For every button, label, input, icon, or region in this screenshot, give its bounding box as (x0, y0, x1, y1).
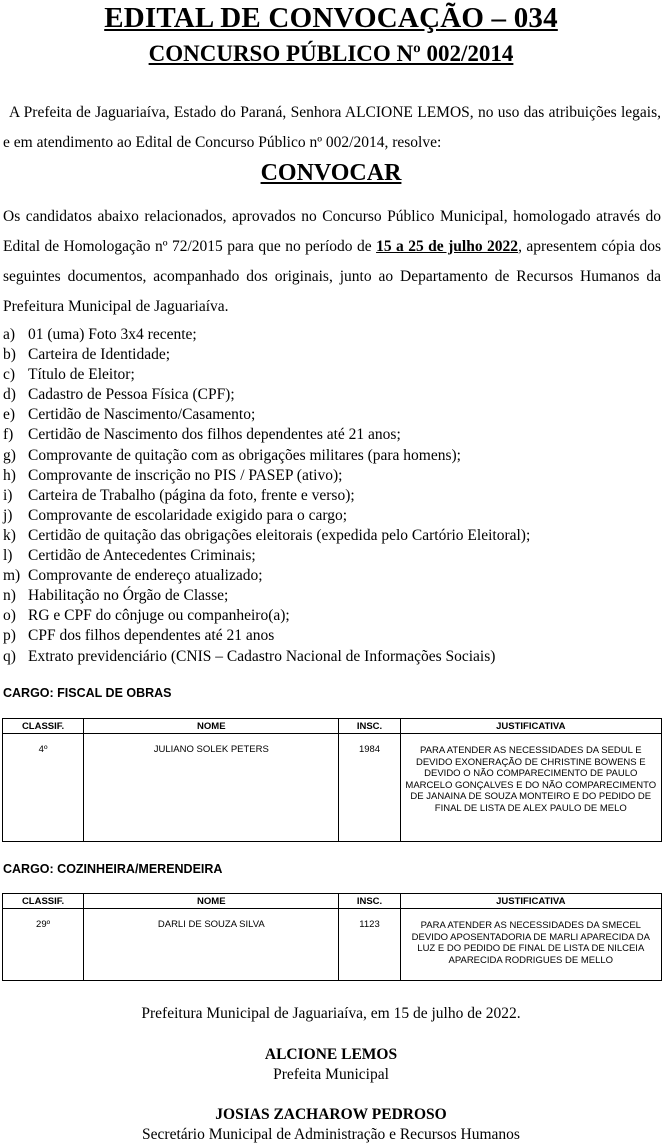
list-letter: q) (3, 647, 16, 665)
cell-justificativa: PARA ATENDER AS NECESSIDADES DA SMECEL DEVIDO APOSENTADORIA DE MARLI APARECIDA DA LUZ E DO PEDIDO DE FINAL DE LISTA DE NILCEIA APARECIDA RODRIGUES DE MELLO (400, 909, 661, 981)
list-letter: c) (3, 366, 16, 384)
list-item (3, 606, 658, 626)
list-text: Carteira de Identidade; (28, 346, 171, 364)
cargo-heading-cozinheira: CARGO: COZINHEIRA/MERENDEIRA (3, 862, 223, 876)
list-text: Comprovante de endereço atualizado; (28, 567, 263, 585)
list-item (3, 486, 658, 506)
list-item (3, 626, 658, 646)
list-text: Cadastro de Pessoa Física (CPF); (28, 386, 235, 404)
list-item (3, 526, 658, 546)
list-item (3, 506, 658, 526)
cell-classif: 4º (3, 734, 84, 842)
list-text: Certidão de quitação das obrigações eleitorais (expedida pelo Cartório Eleitoral); (28, 526, 531, 544)
list-text: 01 (uma) Foto 3x4 recente; (28, 326, 197, 343)
cell-nome: DARLI DE SOUZA SILVA (84, 909, 339, 981)
list-text: Comprovante de inscrição no PIS / PASEP (ativo); (28, 466, 343, 484)
list-letter: e) (3, 406, 16, 424)
list-text: Título de Eleitor; (28, 366, 135, 384)
convocar-heading: CONVOCAR (260, 160, 402, 186)
list-letter: j) (3, 506, 13, 524)
list-text: Extrato previdenciário (CNIS – Cadastro Nacional de Informações Sociais) (28, 647, 496, 665)
column-header-nome: NOME (84, 719, 339, 734)
list-letter: i) (3, 486, 13, 504)
column-header-classif: CLASSIF. (3, 894, 84, 909)
cell-insc: 1123 (339, 909, 400, 981)
signer2-role: Secretário Municipal de Administração e Recursos Humanos (142, 1126, 520, 1143)
intro-paragraph: A Prefeita de Jaguariaíva, Estado do Paraná, Senhora ALCIONE LEMOS, no uso das atribuições legais, e em atendimento ao Edital de Concurso Público nº 002/2014, resolve: (3, 104, 661, 151)
cell-justificativa: PARA ATENDER AS NECESSIDADES DA SEDUL E DEVIDO EXONERAÇÃO DE CHRISTINE BOWENS E DEVIDO O NÃO COMPARECIMENTO DE PAULO MARCELO GONÇALVES E DO NÃO COMPARECIMENTO DE JANAINA DE SOUZA MONTEIRO E DO PEDIDO DE FINAL DE LISTA DE ALEX PAULO DE MELO (400, 734, 661, 842)
signer1-role: Prefeita Municipal (273, 1066, 389, 1083)
fiscal-obras-table (2, 718, 662, 842)
table-row (3, 909, 662, 981)
list-letter: o) (3, 607, 16, 625)
table-row (3, 734, 662, 842)
list-letter: l) (3, 547, 13, 565)
table-header-row (3, 894, 662, 909)
list-item (3, 365, 658, 385)
cell-classif: 29º (3, 909, 84, 981)
list-item (3, 466, 658, 486)
list-item (3, 325, 658, 345)
document-subtitle: CONCURSO PÚBLICO Nº 002/2014 (148, 41, 514, 66)
cozinheira-table (2, 893, 662, 981)
column-header-justificativa: JUSTIFICATIVA (400, 719, 661, 734)
list-item (3, 385, 658, 405)
cell-insc: 1984 (339, 734, 400, 842)
list-item (3, 586, 658, 606)
deadline-date: 15 a 25 de julho 2022 (376, 238, 519, 255)
body-text-start: Os candidatos abaixo relacionados, aprovados no Concurso Público Municipal, homologado através do Edital de Homologação nº 72/2015 para que no período de (3, 208, 661, 255)
list-item (3, 345, 658, 365)
list-text: Certidão de Nascimento dos filhos dependentes até 21 anos; (28, 426, 401, 444)
list-item (3, 546, 658, 566)
cell-nome: JULIANO SOLEK PETERS (84, 734, 339, 842)
list-letter: b) (3, 346, 16, 364)
list-letter: n) (3, 587, 16, 605)
list-text: Certidão de Nascimento/Casamento; (28, 406, 256, 424)
table-header-row (3, 719, 662, 734)
list-text: Certidão de Antecedentes Criminais; (28, 547, 256, 565)
list-letter: d) (3, 386, 16, 404)
list-letter: p) (3, 627, 16, 645)
column-header-insc: INSC. (339, 719, 400, 734)
list-text: Habilitação no Órgão de Classe; (28, 587, 229, 605)
list-text: Carteira de Trabalho (página da foto, frente e verso); (28, 486, 355, 504)
column-header-nome: NOME (84, 894, 339, 909)
list-item (3, 425, 658, 445)
list-letter: h) (3, 466, 16, 484)
document-title: EDITAL DE CONVOCAÇÃO – 034 (104, 2, 558, 34)
body-text-end: , apresentem cópia dos seguintes documentos, acompanhado dos originais, junto ao Departamento de Recursos Humanos da Prefeitura Municipal de Jaguariaíva. (3, 238, 661, 315)
list-text: CPF dos filhos dependentes até 21 anos (28, 627, 275, 645)
list-text: Comprovante de escolaridade exigido para o cargo; (28, 506, 348, 524)
documents-list (3, 325, 658, 667)
list-letter: f) (3, 426, 14, 444)
list-text: RG e CPF do cônjuge ou companheiro(a); (28, 607, 290, 625)
signer1-name: ALCIONE LEMOS (264, 1046, 398, 1063)
column-header-justificativa: JUSTIFICATIVA (400, 894, 661, 909)
body-paragraph (3, 202, 661, 322)
list-letter: g) (3, 446, 16, 464)
cargo-heading-fiscal: CARGO: FISCAL DE OBRAS (3, 686, 172, 700)
list-letter: k) (3, 526, 16, 544)
column-header-classif: CLASSIF. (3, 719, 84, 734)
list-item (3, 647, 658, 667)
list-text: Comprovante de quitação com as obrigações militares (para homens); (28, 446, 461, 464)
signer2-name: JOSIAS ZACHAROW PEDROSO (215, 1106, 447, 1123)
list-letter: a) (3, 326, 16, 343)
list-item (3, 446, 658, 466)
list-item (3, 566, 658, 586)
column-header-insc: INSC. (339, 894, 400, 909)
list-letter: m) (3, 567, 21, 585)
place-date: Prefeitura Municipal de Jaguariaíva, em 15 de julho de 2022. (141, 1005, 521, 1022)
list-item (3, 405, 658, 425)
